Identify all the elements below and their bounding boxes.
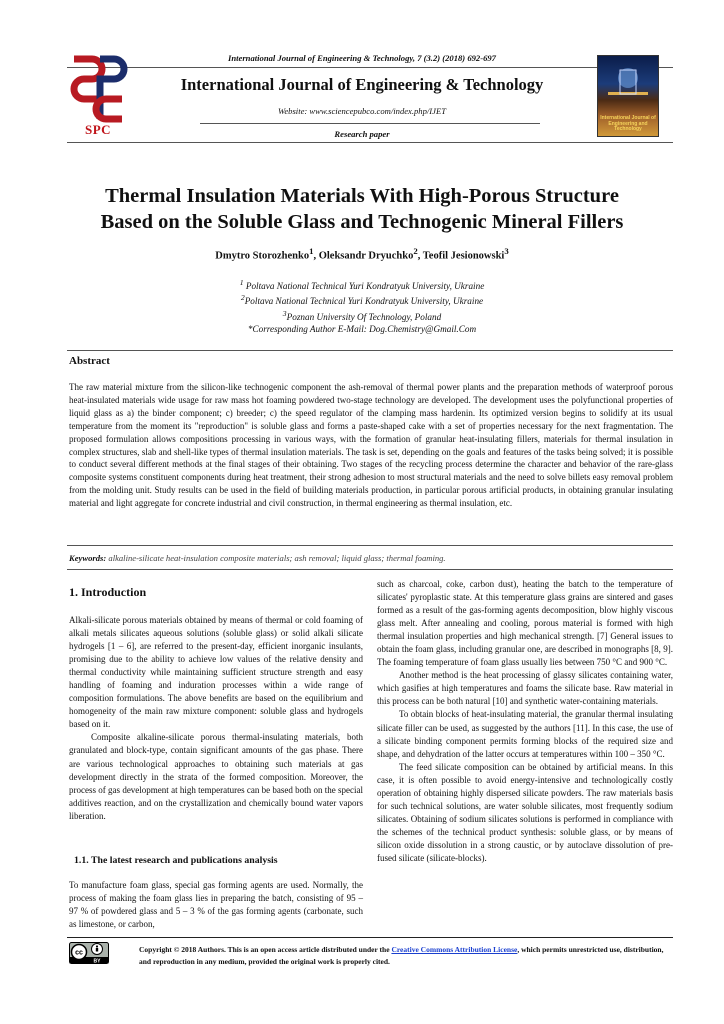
- right-paragraph-4: The feed silicate composition can be obtained by artificial means. In this case, it is often possible to avoid energy-intensive and technologically costly operation of obtaining highly dispersed silicate powders. The raw materials basis for such technical solutions, are water soluble silicates, most frequently sodium silicates. Obtaining of sodium silicates solutions is performed in compliance with the schemes of the technical product synthesis: soluble glass, or by means of silicon oxide dissolution in a strong caustic, or by autoclave dissolution of pre-fused silicate (silicate-blocks).: [377, 761, 673, 863]
- cc-by-license-icon[interactable]: [69, 942, 109, 964]
- copyright-post: , which permits unrestricted use, distribution, and reproduction in any medium, provided the original work is properly cited.: [139, 945, 664, 966]
- keywords: Keywords: alkaline-silicate heat-insulation composite materials; ash removal; liquid glass; thermal foaming.: [69, 553, 446, 563]
- intro-body: [69, 614, 363, 823]
- keywords-rule: [67, 569, 673, 570]
- paper-title: [40, 183, 684, 235]
- cover-art-icon: [598, 56, 658, 116]
- right-paragraph-1: such as charcoal, coke, carbon dust), heating the batch to the temperature of silicates' pyroplastic state. At this temperature glass grains are sintered and gases formed as a result of the gas-forming agents decomposition, blow highly viscous glass melt. After annealing and cooling, porous material is formed with high thermal insulation properties and high mechanical strength. [7] General issues to obtain the foam glass, including granular one, are described in monographs [8, 9]. The foaming temperature of foam glass usually lies between 750 °C and 900 °C.: [377, 579, 673, 668]
- affiliation-2-text: Poltava National Technical Yuri Kondratyuk University, Ukraine: [244, 296, 484, 307]
- keywords-label: Keywords: [69, 553, 104, 563]
- author-2-sup: 2: [413, 246, 418, 256]
- paper-type: Research paper: [334, 129, 390, 139]
- header-rule-top: [67, 67, 673, 68]
- affiliation-1-sup: 1: [239, 278, 244, 287]
- subsection-heading-literature: 1.1. The latest research and publications analysis: [74, 855, 278, 866]
- abstract-rule-bottom: [67, 545, 673, 546]
- abstract-heading: Abstract: [69, 355, 110, 367]
- right-column-body: [377, 578, 673, 865]
- author-list: Dmytro Storozhenko$^1$, Oleksandr Dryuchko$^2$, Teofil Jesionowski$^3$: [215, 246, 509, 262]
- journal-name: International Journal of Engineering & Technology: [180, 75, 544, 94]
- journal-website[interactable]: Website: www.sciencepubco.com/index.php/IJET: [277, 106, 446, 116]
- affiliation-2-sup: 2: [240, 293, 245, 303]
- intro-paragraph-2: Composite alkaline-silicate porous thermal-insulating materials, both granulated and block-type, contain significant amounts of the gas phase. There are various technological approaches to obtaining such materials at gas development directly in the strata of the formed composition. Moreover, the process of gas development at high temperatures can be based both on the special additives reaction, and on the crystallization and chemically bound water vapors liberation.: [69, 732, 363, 821]
- copyright-notice: [139, 944, 673, 967]
- abstract-text: The raw material mixture from the silicon-like technogenic component the ash-removal of thermal power plants and the preparation methods of waterproof porous heat-insulated materials wide usage for raw mass hot foaming powdered two-stage technology are developed. The development uses the polyfunctional properties of liquid glass as a) the binder component; c) breeder; c) the speed regulator of the clamping mass hardenin. Its optimized version begins to solidify at its usual temperature from the moment its "reproduction" is soluble glass and forms a paste-shaped cake with a set of properties necessary for the next fragmentation. The proposed formulation allows compositions processing in various ways, with the formation of granular heat-insulating fillers, materials for thermal insulation in complex structures, slab and shell-like types of thermal insulation materials. The task is set, depending on the goals and features of the tasks being solved; it is possible to conduct several different methods at the final stages of their obtaining. Two stages of the recycling process determine the character and behavior of the rare-glass composite systems constituent components during heat treatment, their strong adhesion to most structural materials and the need to solve billets easy removal problem from the molding unit. Study results can be used in the field of building materials production, in particular porous artificial products, in obtaining granular insulating material and light aggregate for concrete industrial and civil construction, in thermal engineering as thermal insulation, etc.: [69, 382, 673, 509]
- literature-paragraph-1: To manufacture foam glass, special gas forming agents are used. Normally, the process of making the foam glass lies in preparing the batch, consisting of 95 – 97 % of powdered glass and 5 – 3 % of the gas forming agents (carbonate, such as limestone, or carbon,: [69, 880, 363, 930]
- affiliations: [0, 277, 724, 335]
- paper-title-line1: Thermal Insulation Materials With High-Porous Structure: [105, 185, 619, 207]
- intro-paragraph-1: Alkali-silicate porous materials obtained by means of thermal or cold foaming of alkali metals silicates aqueous solutions (soluble glass) or solid alkali silicate hydrogels [1 – 6], are referred to the present-day, efficient inorganic insulants, promising due to the ability to achieve low values of the relative density and thermal conductivity while maintaining sufficient structure strength and easy handling of foaming and induration processes within a wide range of composition formulations. The above benefits are based on the equilibrium and homogeneity of the main raw mixture component: soluble glass and hydrogels based on it.: [69, 615, 363, 730]
- abstract-rule-top: [67, 350, 673, 351]
- cc-badge-label: cc: [75, 949, 83, 957]
- copyright-pre: Copyright © 2018 Authors. This is an open access article distributed under the: [139, 945, 392, 954]
- author-3: Teofil Jesionowski: [422, 250, 505, 262]
- author-2: Oleksandr Dryuchko: [318, 250, 414, 262]
- affiliation-1-text: Poltava National Technical Yuri Kondratyuk University, Ukraine: [243, 281, 485, 292]
- literature-body: [69, 879, 363, 931]
- by-badge-label: BY: [93, 958, 101, 964]
- publisher-logo-text: SPC: [84, 122, 112, 137]
- journal-citation: International Journal of Engineering & Technology, 7 (3.2) (2018) 692-697: [228, 53, 496, 63]
- right-paragraph-2: Another method is the heat processing of glassy silicates containing water, which gasifies at high temperatures and foams the silicate base. Raw material in this process can be both natural [10] and synthetic water-containing materials.: [377, 670, 673, 707]
- author-1: Dmytro Storozhenko: [215, 250, 310, 262]
- footer-rule: [67, 937, 673, 938]
- corresponding-author-text: *Corresponding Author E-Mail: Dog.Chemistry@Gmail.Com: [247, 324, 477, 335]
- license-link[interactable]: Creative Commons Attribution License: [391, 945, 518, 954]
- affiliation-1: [0, 277, 724, 292]
- section-heading-introduction: 1. Introduction: [69, 585, 147, 599]
- header-rule-mid: [200, 123, 540, 124]
- corresponding-author: [0, 323, 724, 335]
- author-1-sup: 1: [309, 246, 314, 256]
- affiliation-3-text: Poznan University Of Technology, Poland: [286, 311, 442, 322]
- cover-title: International Journal of Engineering and Technology: [600, 115, 656, 132]
- author-3-sup: 3: [504, 246, 509, 256]
- header-rule-bottom: [67, 142, 673, 143]
- affiliation-3-sup: 3: [282, 308, 287, 318]
- affiliation-3: [0, 308, 724, 323]
- paper-title-line2: Based on the Soluble Glass and Technogenic Mineral Fillers: [100, 211, 624, 233]
- right-paragraph-3: To obtain blocks of heat-insulating material, the granular thermal insulating silicate filler can be used, as suggested by the authors [11]. In this case, the use of a silicate binding component permits forming blocks of the required size and shape, and dehydration of the latter occurs at temperatures within 100 – 350 °C.: [377, 709, 673, 759]
- person-icon: [96, 945, 98, 947]
- affiliation-2: [0, 292, 724, 307]
- journal-cover-image: [597, 55, 659, 137]
- keywords-text: alkaline-silicate heat-insulation composite materials; ash removal; liquid glass; thermal foaming.: [108, 553, 446, 563]
